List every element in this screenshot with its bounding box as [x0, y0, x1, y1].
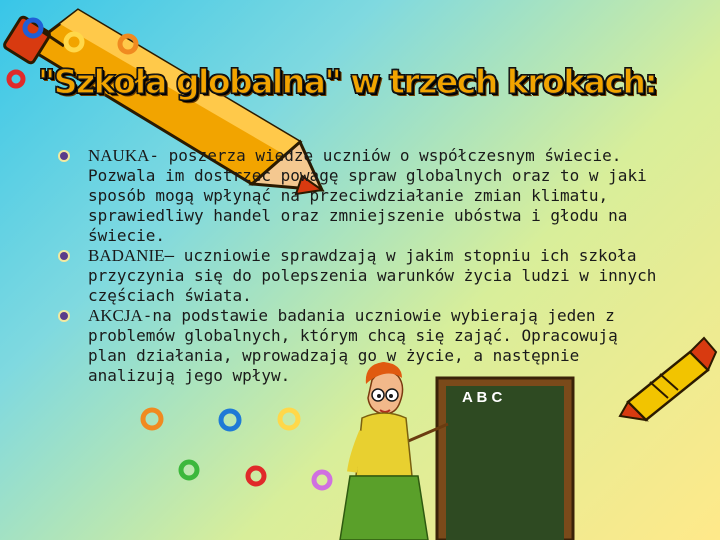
bullet-list	[58, 146, 658, 386]
item-text: -na podstawie badania uczniowie wybierają jeden z problemów globalnych, którym chcą się zająć. Opracowują plan działania, wprowadzają go w życie, a następnie analizują jego wpływ.	[88, 306, 618, 385]
blackboard-text: A B C	[462, 389, 503, 406]
chalkboard	[437, 378, 573, 540]
term-label: NAUKA	[88, 146, 150, 165]
item-text: - poszerza wiedzę uczniów o współczesnym świecie. Pozwala im dostrzec powagę spraw globalnych oraz to w jaki sposób mogą wpłynąć na przeciwdziałanie zmian klimatu, sprawiedliwy handel oraz zmniejszenie ubóstwa i głodu na świecie.	[88, 146, 647, 245]
bullet-dot	[60, 252, 68, 260]
bullet-dot	[60, 312, 68, 320]
page-title: "Szkoła globalna" w trzech krokach:	[38, 62, 657, 101]
ring-icon	[181, 462, 197, 478]
list-item	[58, 306, 658, 386]
teacher-figure	[340, 362, 448, 540]
item-text: – uczniowie sprawdzają w jakim stopniu ich szkoła przyczynia się do polepszenia warunków życia ludzi w innych częściach świata.	[88, 246, 657, 305]
ring-icon	[9, 72, 23, 86]
term-label: AKCJA	[88, 306, 143, 325]
ring-icon	[143, 410, 161, 428]
list-item	[58, 146, 658, 246]
ring-icon	[221, 411, 239, 429]
ring-icon	[280, 410, 298, 428]
term-label: BADANIE	[88, 246, 165, 265]
ring-icon	[248, 468, 264, 484]
ring-icon	[314, 472, 330, 488]
bullet-dot	[60, 152, 68, 160]
list-item	[58, 246, 658, 306]
